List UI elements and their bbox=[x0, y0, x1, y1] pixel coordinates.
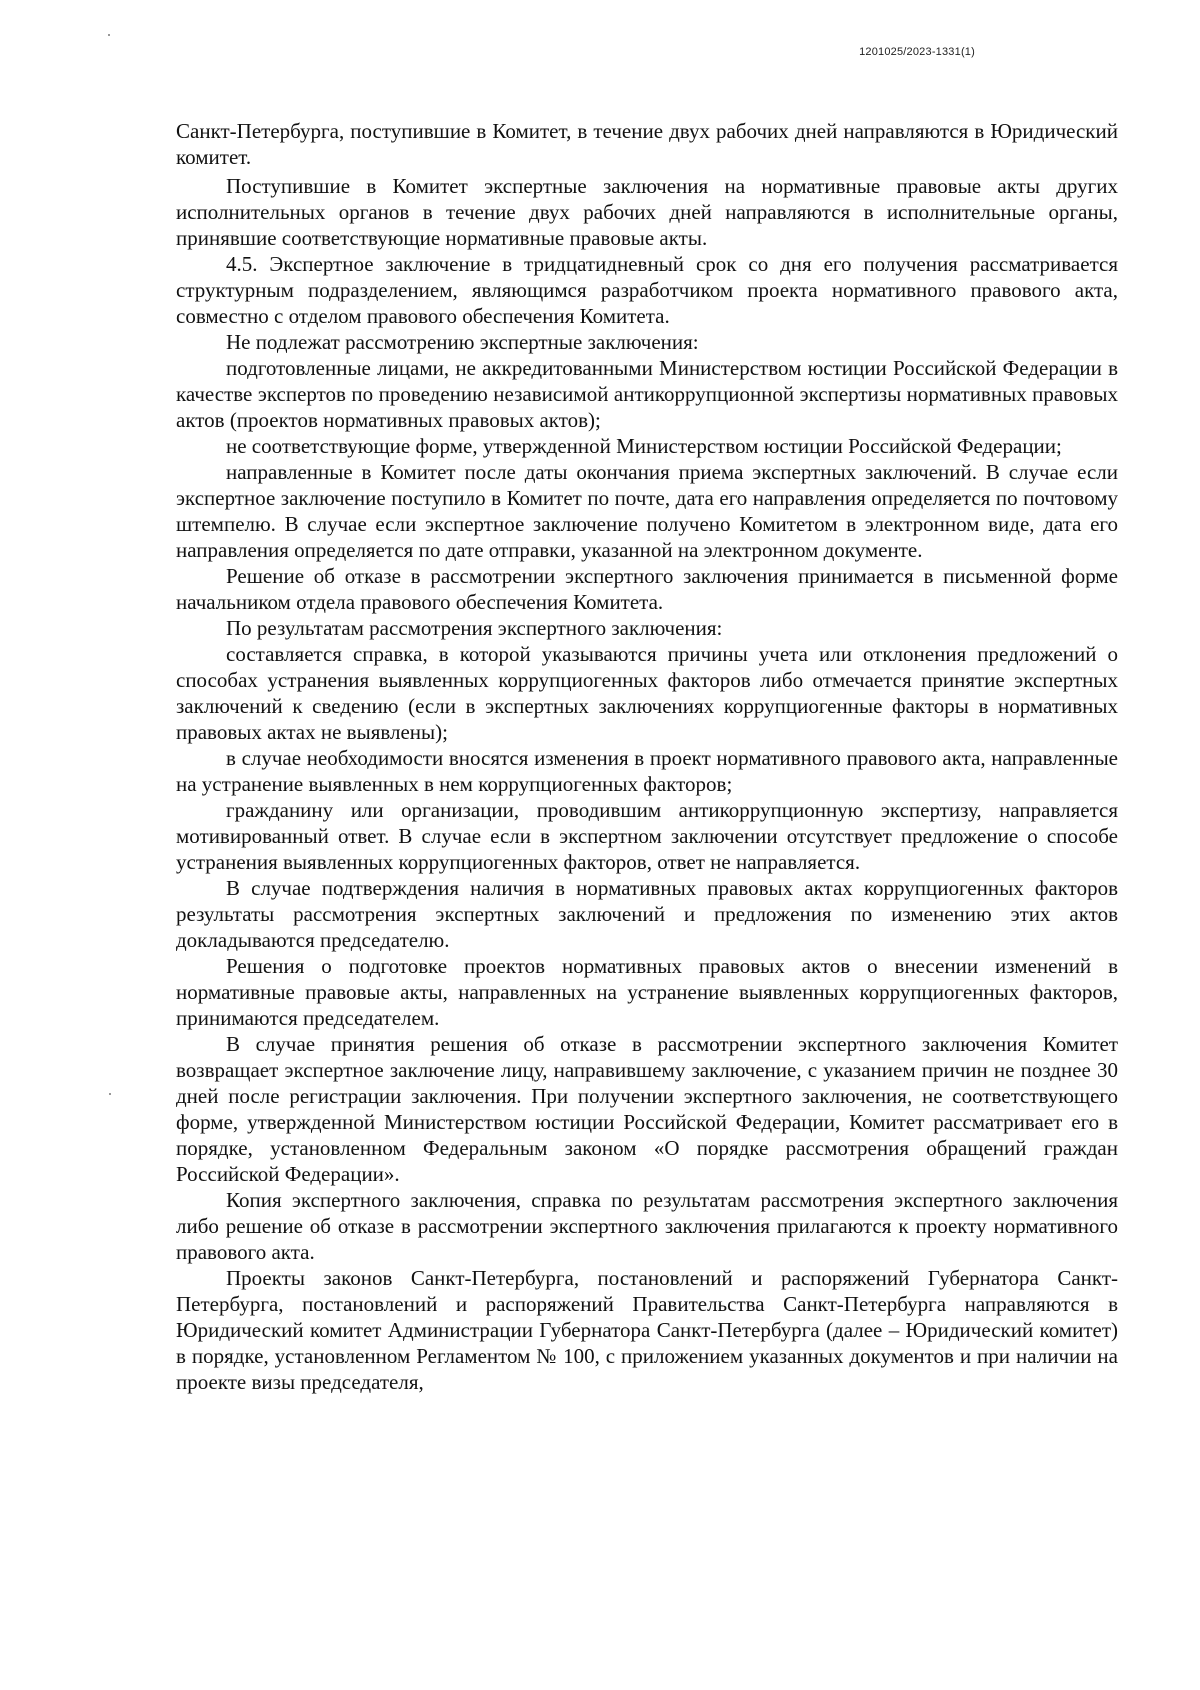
paragraph: Решения о подготовке проектов нормативных правовых актов о внесении изменений в нормативные правовые акты, направленных на устранение выявленных коррупциогенных факторов, принимаются председателем. bbox=[176, 954, 1118, 1030]
paragraph: Копия экспертного заключения, справка по результатам рассмотрения экспертного заключения либо решение об отказе в рассмотрении экспертного заключения прилагаются к проекту нормативного правового акта. bbox=[176, 1188, 1118, 1264]
paragraph: 4.5. Экспертное заключение в тридцатидневный срок со дня его получения рассматривается структурным подразделением, являющимся разработчиком проекта нормативного правового акта, совместно с отделом правового обеспечения Комитета. bbox=[176, 252, 1118, 328]
paragraph: подготовленные лицами, не аккредитованными Министерством юстиции Российской Федерации в качестве экспертов по проведению независимой антикоррупционной экспертизы нормативных правовых актов (проектов нормативных правовых актов); bbox=[176, 356, 1118, 432]
paragraph: В случае принятия решения об отказе в рассмотрении экспертного заключения Комитет возвращает экспертное заключение лицу, направившему заключение, с указанием причин не позднее 30 дней после регистрации заключения. При получении экспертного заключения, не соответствующего форме, утвержденной Министерством юстиции Российской Федерации, Комитет рассматривает его в порядке, установленном Федеральным законом «О порядке рассмотрения обращений граждан Российской Федерации». bbox=[176, 1032, 1118, 1186]
paragraph: Санкт-Петербурга, поступившие в Комитет, в течение двух рабочих дней направляются в Юридический комитет. bbox=[176, 119, 1118, 169]
scan-speck bbox=[109, 1093, 111, 1095]
document-ref-number: 1201025/2023-1331(1) bbox=[859, 46, 975, 58]
paragraph: Не подлежат рассмотрению экспертные заключения: bbox=[226, 330, 699, 354]
scan-speck bbox=[108, 34, 110, 36]
paragraph: Поступившие в Комитет экспертные заключения на нормативные правовые акты других исполнительных органов в течение двух рабочих дней направляются в исполнительные органы, принявшие соответствующие нормативные правовые акты. bbox=[176, 174, 1118, 250]
paragraph: По результатам рассмотрения экспертного заключения: bbox=[226, 616, 723, 640]
paragraph: в случае необходимости вносятся изменения в проект нормативного правового акта, направленные на устранение выявленных в нем коррупциогенных факторов; bbox=[176, 746, 1118, 796]
paragraph: Решение об отказе в рассмотрении экспертного заключения принимается в письменной форме начальником отдела правового обеспечения Комитета. bbox=[176, 564, 1118, 614]
paragraph: Проекты законов Санкт-Петербурга, постановлений и распоряжений Губернатора Санкт-Петербурга, постановлений и распоряжений Правительства Санкт-Петербурга направляются в Юридический комитет Администрации Губернатора Санкт-Петербурга (далее – Юридический комитет) в порядке, установленном Регламентом № 100, с приложением указанных документов и при наличии на проекте визы председателя, bbox=[176, 1266, 1118, 1394]
paragraph: В случае подтверждения наличия в нормативных правовых актах коррупциогенных факторов результаты рассмотрения экспертных заключений и предложения по изменению этих актов докладываются председателю. bbox=[176, 876, 1118, 952]
paragraph: гражданину или организации, проводившим антикоррупционную экспертизу, направляется мотивированный ответ. В случае если в экспертном заключении отсутствует предложение о способе устранения выявленных коррупциогенных факторов, ответ не направляется. bbox=[176, 798, 1118, 874]
paragraph: составляется справка, в которой указываются причины учета или отклонения предложений о способах устранения выявленных коррупциогенных факторов либо отмечается принятие экспертных заключений к сведению (если в экспертных заключениях коррупциогенные факторы в нормативных правовых актах не выявлены); bbox=[176, 642, 1118, 744]
paragraph: направленные в Комитет после даты окончания приема экспертных заключений. В случае если экспертное заключение поступило в Комитет по почте, дата его направления определяется по почтовому штемпелю. В случае если экспертное заключение получено Комитетом в электронном виде, дата его направления определяется по дате отправки, указанной на электронном документе. bbox=[176, 460, 1118, 562]
document-body bbox=[176, 118, 1118, 1395]
paragraph: не соответствующие форме, утвержденной Министерством юстиции Российской Федерации; bbox=[226, 434, 1062, 458]
